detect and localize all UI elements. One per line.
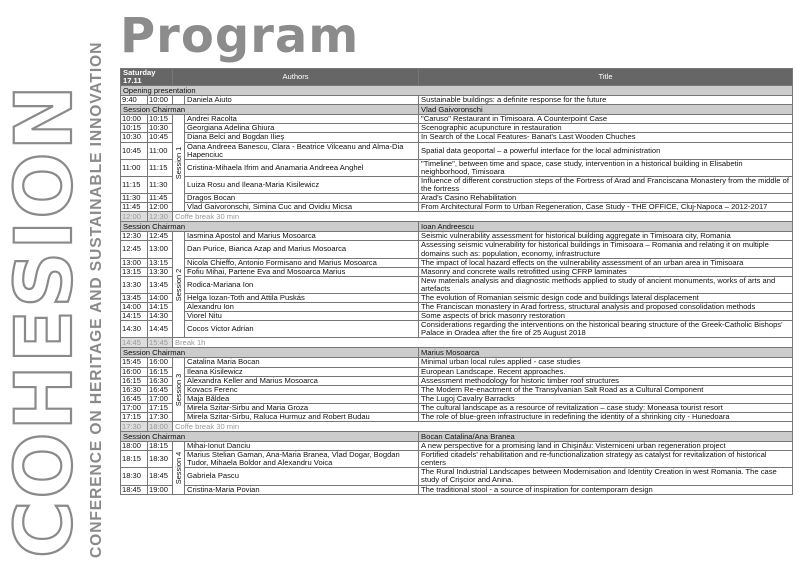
session-label: Session 2 bbox=[173, 268, 183, 302]
session-chair-name: Bocan Catalina/Ana Branea bbox=[419, 432, 793, 442]
table-row bbox=[121, 276, 793, 293]
brand-logo: COHESION bbox=[0, 83, 90, 558]
table-row bbox=[121, 451, 793, 468]
end-time: 17:15 bbox=[148, 403, 173, 412]
table-row bbox=[121, 232, 793, 241]
title-cell: Seismic vulnerability assessment for historical building aggregate in Timisoara city, Romania bbox=[419, 232, 793, 241]
author-cell: Marius Stelian Gaman, Ana-Maria Branea, Vlad Dogar, Bogdan Tudor, Mihaela Boldor and Alexandru Voica bbox=[185, 451, 419, 468]
table-row bbox=[121, 267, 793, 276]
author-cell: Cristina-Maria Povian bbox=[185, 485, 419, 494]
title-cell: The Franciscan monastery in Arad fortress, structural analysis and proposed consolidation methods bbox=[419, 303, 793, 312]
author-cell: Alexandra Keller and Marius Mosoarca bbox=[185, 376, 419, 385]
end-time: 12:00 bbox=[148, 203, 173, 212]
table-row bbox=[121, 321, 793, 338]
sidebar-branding bbox=[0, 0, 120, 565]
title-cell: Fortified citadels' rehabilitation and re-functionalization strategy as catalyst for revitalization of historical centers bbox=[419, 451, 793, 468]
author-cell: Luiza Rosu and Ileana-Maria Kisilewicz bbox=[185, 176, 419, 193]
author-cell: Diana Belci and Bogdan Ilieş bbox=[185, 133, 419, 142]
title-cell: The Modern Re-enactment of the Transylvanian Salt Road as a Cultural Component bbox=[419, 385, 793, 394]
end-time: 13:30 bbox=[148, 267, 173, 276]
table-row bbox=[121, 485, 793, 494]
session-chair-row bbox=[121, 105, 793, 115]
author-cell: Rodica-Mariana Ion bbox=[185, 276, 419, 293]
session-label: Session 4 bbox=[173, 451, 183, 485]
session-label-cell bbox=[173, 358, 185, 422]
table-header bbox=[121, 69, 793, 86]
start-time: 11:30 bbox=[121, 194, 148, 203]
break-start: 12:00 bbox=[121, 212, 148, 222]
author-cell: Gabriela Pascu bbox=[185, 468, 419, 485]
end-time: 16:15 bbox=[148, 367, 173, 376]
start-time: 18:45 bbox=[121, 485, 148, 494]
end-time: 16:00 bbox=[148, 358, 173, 367]
title-cell: Considerations regarding the interventions on the historical bearing structure of the Greek-Catholic Bishops' Palace in Oradea after the fire of 25 August 2018 bbox=[419, 321, 793, 338]
title-cell: New materials analysis and diagnostic methods applied to study of ancient monuments, works of arts and artefacts bbox=[419, 276, 793, 293]
author-cell: Oana Andreea Banescu, Clara - Beatrice Vilceanu and Alma-Dia Hapenciuc bbox=[185, 142, 419, 159]
end-time: 10:00 bbox=[148, 96, 173, 105]
end-time: 14:45 bbox=[148, 321, 173, 338]
author-cell: Ileana Kisilewicz bbox=[185, 367, 419, 376]
start-time: 11:15 bbox=[121, 176, 148, 193]
start-time: 14:15 bbox=[121, 312, 148, 321]
title-cell: In Search of the Local Features- Banat's Last Wooden Chuches bbox=[419, 133, 793, 142]
start-time: 13:00 bbox=[121, 258, 148, 267]
table-row bbox=[121, 293, 793, 302]
start-time: 12:30 bbox=[121, 232, 148, 241]
break-row bbox=[121, 338, 793, 348]
session-chair-name: Vlad Gaivoronschi bbox=[419, 105, 793, 115]
start-time: 11:45 bbox=[121, 203, 148, 212]
header-authors: Authors bbox=[173, 69, 419, 86]
end-time: 16:30 bbox=[148, 376, 173, 385]
title-cell: The impact of local hazard effects on the vulnerability assessment of an urban area in Timisoara bbox=[419, 258, 793, 267]
author-cell: Nicola Chieffo, Antonio Formisano and Marius Mosoarca bbox=[185, 258, 419, 267]
author-cell: Fofiu Mihai, Partene Eva and Mosoarca Marius bbox=[185, 267, 419, 276]
end-time: 10:45 bbox=[148, 133, 173, 142]
end-time: 14:30 bbox=[148, 312, 173, 321]
title-cell: The traditional stool - a source of inspiration for contemporarn design bbox=[419, 485, 793, 494]
end-time: 17:30 bbox=[148, 413, 173, 422]
end-time: 19:00 bbox=[148, 485, 173, 494]
opening-label-row bbox=[121, 86, 793, 96]
title-cell: The Rural Industrial Landscapes between Modernisation and Identity Creation in west Romania. The case study of Crişcior and Anina. bbox=[419, 468, 793, 485]
break-label: Coffe break 30 min bbox=[173, 422, 793, 432]
break-end: 15:45 bbox=[148, 338, 173, 348]
session-label: Session 3 bbox=[173, 373, 183, 406]
title-cell: Scenographic acupuncture in restauration bbox=[419, 124, 793, 133]
start-time: 18:30 bbox=[121, 468, 148, 485]
break-start: 17:30 bbox=[121, 422, 148, 432]
table-row bbox=[121, 394, 793, 403]
start-time: 10:15 bbox=[121, 124, 148, 133]
break-row bbox=[121, 212, 793, 222]
author-cell: Vlad Gaivoronschi, Simina Cuc and Ovidiu Micsa bbox=[185, 203, 419, 212]
author-cell: Mihai-Ionut Danciu bbox=[185, 442, 419, 451]
author-cell: Daniela Aiuto bbox=[185, 96, 419, 105]
session-label-cell bbox=[173, 442, 185, 495]
end-time: 13:00 bbox=[148, 241, 173, 258]
title-cell: The cultural landscape as a resource of revitalization – case study: Moneasa tourist resort bbox=[419, 403, 793, 412]
title-cell: Assessment methodology for historic timber roof structures bbox=[419, 376, 793, 385]
start-time: 10:45 bbox=[121, 142, 148, 159]
start-time: 14:00 bbox=[121, 303, 148, 312]
start-time: 15:45 bbox=[121, 358, 148, 367]
title-cell: European Landscape. Recent approaches. bbox=[419, 367, 793, 376]
title-cell: Arad's Casino Rehabilitation bbox=[419, 194, 793, 203]
start-time: 10:30 bbox=[121, 133, 148, 142]
break-label: Coffe break 30 min bbox=[173, 212, 793, 222]
title-cell: Some aspects of brick masonry restoration bbox=[419, 312, 793, 321]
session-chair-name: Marius Mosoarca bbox=[419, 348, 793, 358]
header-date: Saturday 17.11 bbox=[121, 69, 173, 86]
author-cell: Cristina-Mihaela Ifrim and Anamaria Andreea Anghel bbox=[185, 159, 419, 176]
author-cell: Alexandru Ion bbox=[185, 303, 419, 312]
start-time: 18:15 bbox=[121, 451, 148, 468]
end-time: 12:45 bbox=[148, 232, 173, 241]
break-row bbox=[121, 422, 793, 432]
title-cell: Influence of different construction steps of the Fortress of Arad and Franciscana Monastery from the middle of the fortress bbox=[419, 176, 793, 193]
opening-row bbox=[121, 96, 793, 105]
table-row bbox=[121, 203, 793, 212]
author-cell: Kovacs Ferenc bbox=[185, 385, 419, 394]
end-time: 13:45 bbox=[148, 276, 173, 293]
start-time: 11:00 bbox=[121, 159, 148, 176]
end-time: 10:15 bbox=[148, 115, 173, 124]
start-time: 13:30 bbox=[121, 276, 148, 293]
table-row bbox=[121, 385, 793, 394]
title-cell: "Timeline", between time and space, case study, intervention in a historical building in Elisabetin neighborhood, Timisoara bbox=[419, 159, 793, 176]
start-time: 18:00 bbox=[121, 442, 148, 451]
table-row bbox=[121, 358, 793, 367]
table-row bbox=[121, 176, 793, 193]
start-time: 12:45 bbox=[121, 241, 148, 258]
header-title: Title bbox=[419, 69, 793, 86]
break-label: Break 1h bbox=[173, 338, 793, 348]
end-time: 17:00 bbox=[148, 394, 173, 403]
session-label-cell bbox=[173, 115, 185, 212]
title-cell: Minimal urban local rules applied - case studies bbox=[419, 358, 793, 367]
title-cell: Sustainable buildings: a definite response for the future bbox=[419, 96, 793, 105]
opening-label: Opening presentation bbox=[121, 86, 793, 96]
start-time: 13:45 bbox=[121, 293, 148, 302]
table-row bbox=[121, 413, 793, 422]
session-chair-label: Session Chairman bbox=[121, 348, 419, 358]
table-row bbox=[121, 142, 793, 159]
table-row bbox=[121, 258, 793, 267]
title-cell: Masonry and concrete walls retrofitted using CFRP laminates bbox=[419, 267, 793, 276]
table-row bbox=[121, 468, 793, 485]
table-row bbox=[121, 403, 793, 412]
end-time: 18:30 bbox=[148, 451, 173, 468]
start-time: 16:15 bbox=[121, 376, 148, 385]
session-spacer bbox=[173, 96, 185, 105]
end-time: 16:45 bbox=[148, 385, 173, 394]
author-cell: Georgiana Adelina Ghiura bbox=[185, 124, 419, 133]
author-cell: Helga Iozan-Toth and Attila Puskás bbox=[185, 293, 419, 302]
end-time: 18:15 bbox=[148, 442, 173, 451]
end-time: 18:45 bbox=[148, 468, 173, 485]
author-cell: Iasmina Apostol and Marius Mosoarca bbox=[185, 232, 419, 241]
author-cell: Viorel Nitu bbox=[185, 312, 419, 321]
break-start: 14:45 bbox=[121, 338, 148, 348]
title-cell: The role of blue-green infrastructure in redefining the identity of a shrinking city - Hunedoara bbox=[419, 413, 793, 422]
start-time: 16:00 bbox=[121, 367, 148, 376]
author-cell: Andrei Racolta bbox=[185, 115, 419, 124]
end-time: 11:45 bbox=[148, 194, 173, 203]
start-time: 16:30 bbox=[121, 385, 148, 394]
session-label-cell bbox=[173, 232, 185, 338]
title-cell: The Lugoj Cavalry Barracks bbox=[419, 394, 793, 403]
end-time: 10:30 bbox=[148, 124, 173, 133]
author-cell: Dan Purice, Bianca Azap and Marius Mosoarca bbox=[185, 241, 419, 258]
start-time: 17:15 bbox=[121, 413, 148, 422]
start-time: 13:15 bbox=[121, 267, 148, 276]
session-label: Session 1 bbox=[173, 147, 183, 180]
session-chair-name: Ioan Andreescu bbox=[419, 222, 793, 232]
break-end: 18:00 bbox=[148, 422, 173, 432]
end-time: 11:00 bbox=[148, 142, 173, 159]
break-end: 12:30 bbox=[148, 212, 173, 222]
title-cell: Spatial data geoportal – a powerful interface for the local administration bbox=[419, 142, 793, 159]
table-row bbox=[121, 115, 793, 124]
title-cell: A new perspective for a promising land in Chişinău: Visterniceni urban regeneration project bbox=[419, 442, 793, 451]
table-row bbox=[121, 194, 793, 203]
end-time: 13:15 bbox=[148, 258, 173, 267]
title-cell: Assessing seismic vulnerability for historical buildings in Timisoara – Romania and relating it on multiple domains such as: population, economy, infrastructure bbox=[419, 241, 793, 258]
title-cell: "Caruso" Restaurant in Timisoara. A Counterpoint Case bbox=[419, 115, 793, 124]
table-row bbox=[121, 312, 793, 321]
end-time: 14:00 bbox=[148, 293, 173, 302]
author-cell: Dragos Bocan bbox=[185, 194, 419, 203]
session-chair-row bbox=[121, 348, 793, 358]
author-cell: Maja Băldea bbox=[185, 394, 419, 403]
table-row bbox=[121, 367, 793, 376]
session-chair-label: Session Chairman bbox=[121, 222, 419, 232]
program-table-body bbox=[121, 69, 793, 495]
start-time: 16:45 bbox=[121, 394, 148, 403]
title-cell: From Architectural Form to Urban Regeneration, Case Study - THE OFFICE, Cluj-Napoca – 2012-2017 bbox=[419, 203, 793, 212]
table-row bbox=[121, 303, 793, 312]
session-chair-label: Session Chairman bbox=[121, 432, 419, 442]
table-row bbox=[121, 376, 793, 385]
table-row bbox=[121, 159, 793, 176]
table-row bbox=[121, 133, 793, 142]
conference-subtitle: CONFERENCE ON HERITAGE AND SUSTAINABLE INNOVATION bbox=[88, 41, 105, 558]
table-row bbox=[121, 124, 793, 133]
end-time: 14:15 bbox=[148, 303, 173, 312]
title-cell: The evolution of Romanian seismic design code and buildings lateral displacement bbox=[419, 293, 793, 302]
end-time: 11:15 bbox=[148, 159, 173, 176]
session-chair-row bbox=[121, 222, 793, 232]
session-chair-row bbox=[121, 432, 793, 442]
table-row bbox=[121, 442, 793, 451]
start-time: 17:00 bbox=[121, 403, 148, 412]
author-cell: Mirela Szitar-Sirbu, Raluca Hurmuz and Robert Budau bbox=[185, 413, 419, 422]
author-cell: Cocos Victor Adrian bbox=[185, 321, 419, 338]
start-time: 10:00 bbox=[121, 115, 148, 124]
author-cell: Catalina Maria Bocan bbox=[185, 358, 419, 367]
start-time: 14:30 bbox=[121, 321, 148, 338]
start-time: 9:40 bbox=[121, 96, 148, 105]
program-table bbox=[120, 68, 793, 495]
end-time: 11:30 bbox=[148, 176, 173, 193]
table-row bbox=[121, 241, 793, 258]
session-chair-label: Session Chairman bbox=[121, 105, 419, 115]
page-title: Program bbox=[120, 8, 360, 64]
author-cell: Mirela Szitar-Sirbu and Maria Groza bbox=[185, 403, 419, 412]
